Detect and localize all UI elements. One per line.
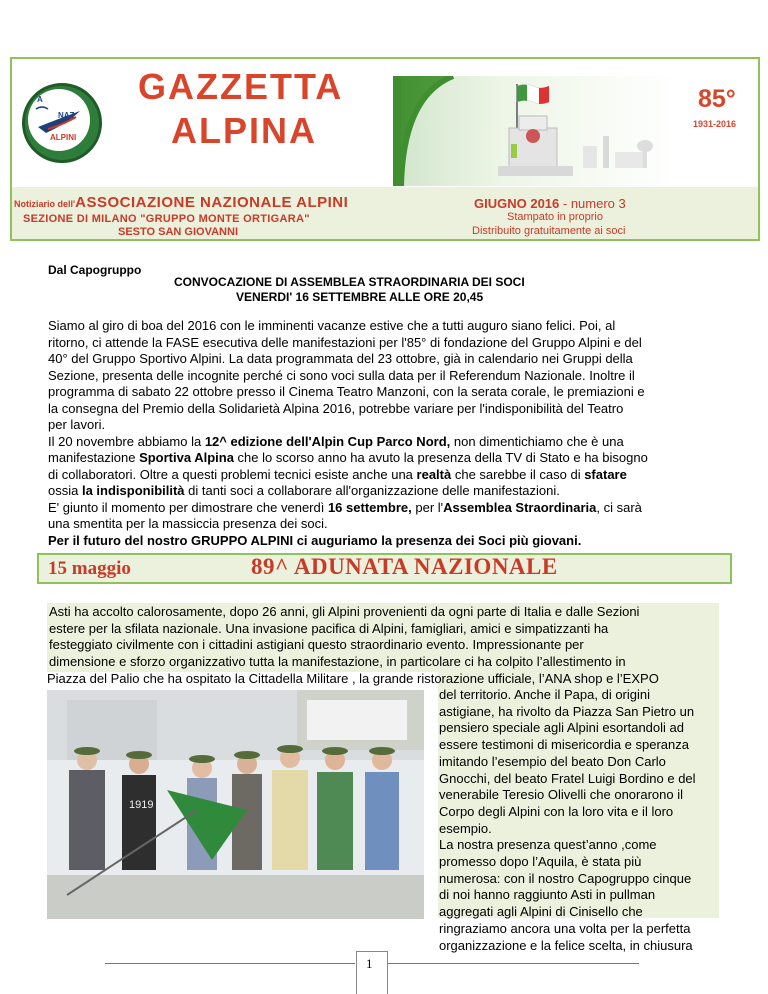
logo-text-naz: NAZ [58,111,75,120]
logo-text-top: A [37,95,43,104]
distribution-note: Distribuito gratuitamente ai soci [472,225,626,237]
anniversary-badge: 85° [698,85,736,113]
article-text-column [439,687,696,954]
bold-text: la indisponibilità [81,483,185,498]
letter-line: 40° del Gruppo Sportivo Alpini. La data programmata del 23 ottobre, già in calendario nei Gruppi della [48,351,633,366]
convocation-heading: CONVOCAZIONE DI ASSEMBLEA STRAORDINARIA DEI SOCI [174,275,525,289]
publisher-line [14,194,348,211]
article-line: Piazza del Palio che ha ospitato la Cittadella Militare , la grande ristorazione ufficiale, l’ANA shop e l’EXPO [47,671,659,686]
letter-line [48,500,722,517]
text: che sarebbe il caso di [451,466,585,482]
article-line: Corpo degli Alpini con la loro vita e il loro [439,803,674,819]
text: per l' [411,499,444,515]
group-photo [47,690,424,919]
text: E' giunto il momento per dimostrare che venerdì [48,499,328,515]
article-text-wide [49,604,639,671]
convocation-date: VENERDI' 16 SETTEMBRE ALLE ORE 20,45 [236,290,484,304]
letter-line: la consegna del Premio della Solidarietà Alpina 2016, potrebbe variare per l'indisponibilità del Teatro [48,400,624,416]
article-line: organizzazione e la felice scelta, in chiusura [439,937,693,953]
letter-line: una smentita per la massiccia presenza dei soci. [48,516,328,531]
from-capogruppo: Dal Capogruppo [48,263,142,277]
logo-text-alpini: ALPINI [50,133,77,142]
section-title: 89^ ADUNATA NAZIONALE [251,554,558,579]
capogruppo-letter [48,318,722,549]
article-line: imitando l’esempio del beato Don Carlo [439,753,666,769]
event-name: 12^ edizione dell'Alpin Cup Parco Nord, [204,433,451,449]
text: manifestazione [48,450,140,465]
article-line: venerabile Teresio Olivelli che onorarono il [439,787,684,803]
issue-info [474,196,626,211]
text: non dimentichiamo che è una [450,433,624,449]
article-line: astigiane, ha rivolto da Piazza San Pietro un [439,703,695,719]
letter-line [48,450,722,467]
footer-rule-right [369,963,639,964]
bold-text: Assemblea Straordinaria [443,499,597,515]
publisher-prefix: Notiziario dell' [14,199,76,209]
text: di tanti soci a collaborare all'organizzazione delle manifestazioni. [184,483,560,498]
footer-rule-left [105,963,355,964]
letter-line: Per il futuro del nostro GRUPPO ALPINI ci auguriamo la presenza dei Soci più giovani. [48,532,582,548]
section-name: SEZIONE DI MILANO "GRUPPO MONTE ORTIGARA" [23,213,310,225]
text: , ci sarà [596,499,642,515]
letter-line: ritorno, ci attende la FASE esecutiva delle manifestazioni per l'85° di fondazione del Gruppo Alpini e del [48,334,642,350]
article-line: di noi hanno raggiunto Asti in pullman [439,887,656,903]
anniversary-years: 1931-2016 [693,119,737,129]
text: Il 20 novembre abbiamo la [48,433,205,449]
article-line: Gnocchi, del beato Fratel Luigi Bordino e del [439,770,696,786]
article-line: aggregati agli Alpini di Cinisello che [439,904,643,920]
article-line: del territorio. Anche il Papa, di origini [439,687,651,702]
ana-logo-inner [28,89,90,151]
shirt-text: 1919 [129,799,154,811]
article-line: La nostra presenza quest’anno ,come [439,837,657,853]
issue-number: - numero 3 [559,196,626,211]
bold-text: 16 settembre, [327,499,412,515]
article-line: essere testimoni di misericordia e speranza [439,737,689,753]
article-line: ringraziamo ancora una volta per la perfetta [439,920,691,936]
letter-line: Sezione, presenta delle incognite perché ci sono voci sulla data per il Referendum Nazionale. Inoltre il [48,367,635,383]
bold-text: sfatare [584,466,627,482]
city-name: SESTO SAN GIOVANNI [118,226,239,238]
monument-banner-image [393,76,677,186]
issue-date: GIUGNO 2016 [474,196,560,211]
letter-line [48,483,722,500]
text: ossia [48,483,82,498]
article-line: festeggiato civilmente con i cittadini astigiani questo straordinario evento. Impressionante per [49,637,584,653]
letter-line [48,434,722,451]
text: che lo scorso anno ha avuto la presenza della TV di Stato e ha bisogno [233,450,648,465]
masthead-title-line2: ALPINA [171,110,317,151]
article-line: promesso dopo l’Aquila, è stata più [439,854,642,870]
publisher-name: ASSOCIAZIONE NAZIONALE ALPINI [75,194,349,211]
text: di collaboratori. Oltre a questi problemi tecnici esiste anche una [48,466,417,482]
article-line: pensiero speciale agli Alpini esortandoli ad [439,720,684,736]
section-date: 15 maggio [48,558,131,579]
article-line: Asti ha accolto calorosamente, dopo 26 anni, gli Alpini provenienti da ogni parte di Italia e dalle Sezioni [49,604,640,619]
masthead-title-line1: GAZZETTA [138,66,344,107]
letter-line: per lavori. [48,417,106,432]
page-number: 1 [366,956,373,971]
bold-text: realtà [416,466,452,482]
printed-note: Stampato in proprio [507,211,603,223]
article-line: estere per la sfilata nazionale. Una invasione pacifica di Alpini, famigliari, amici e simpatizzanti ha [49,620,609,636]
article-line: numerosa: con il nostro Capogruppo cinque [439,870,692,886]
article-line: dimensione e sforzo organizzativo tutta la manifestazione, in particolare ci ha colpito l’allestimento in [49,654,626,670]
letter-line: Siamo al giro di boa del 2016 con le imminenti vacanze estive che a tutti auguro siano felici. Poi, al [48,318,616,333]
bold-text: Sportiva Alpina [139,450,234,465]
letter-line: programma di sabato 22 ottobre presso il Cinema Teatro Manzoni, con la serata corale, le premiazioni e [48,384,645,399]
article-line: esempio. [439,820,492,836]
letter-line [48,467,722,484]
